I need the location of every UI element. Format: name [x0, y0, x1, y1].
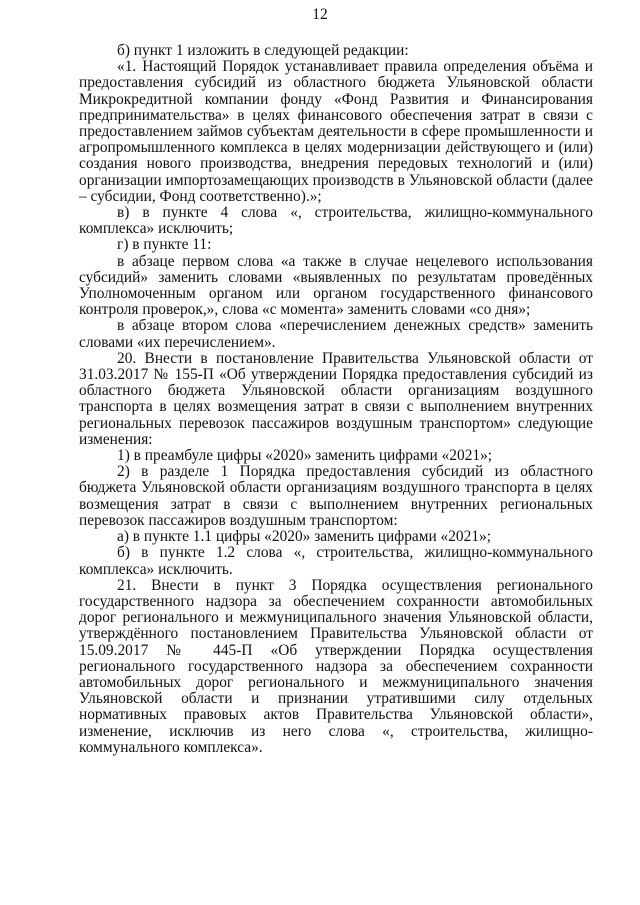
- paragraph: а) в пункте 1.1 цифры «2020» заменить цифрами «2021»;: [117, 528, 491, 546]
- paragraph: «1. Настоящий Порядок устанавливает правила определения объёма и предоставления субсидий из областного бюджета Ульяновской области Микрокредитной компании фонду «Фонд Развития и Финансирования предпринимательства» в целях финансового обеспечения затрат в связи с предоставлением займов субъектам деятельности в сфере промышленности и агропромышленного комплекса в целях модернизации действующего и (или) создания нового производства, внедрения передовых технологий и (или) организации импортозамещающих производств в Ульяновской области (далее – субсидии, Фонд соответственно).»;: [79, 58, 593, 205]
- paragraph: б) в пункте 1.2 слова «, строительства, жилищно-коммунального комплекса» исключить.: [79, 544, 593, 578]
- paragraph: г) в пункте 11:: [117, 236, 212, 254]
- paragraph: б) пункт 1 изложить в следующей редакции:: [117, 42, 409, 59]
- paragraph: в абзаце втором слова «перечислением денежных средств» заменить словами «их перечислением».: [79, 317, 593, 351]
- paragraph: 21. Внести в пункт 3 Порядка осуществления регионального государственного надзора за обеспечением сохранности автомобильных дорог регионального и межмуниципального значения Ульяновской области, утверждённого постановлением Правительства Ульяновской области от 15.09.2017 № 445-П «Об утверждении Порядка осуществления регионального государственного надзора за обеспечением сохранности автомобильных дорог регионального и межмуниципального значения Ульяновской области и признании утратившими силу отдельных нормативных правовых актов Правительства Ульяновской области», изменение, исключив из него слова «, строительства, жилищно-коммунального комплекса».: [79, 576, 593, 756]
- document-body: [79, 43, 593, 756]
- paragraph: 20. Внести в постановление Правительства Ульяновской области от 31.03.2017 № 155-П «Об утверждении Порядка предоставления субсидий из областного бюджета Ульяновской области организациям воздушного транспорта в целях возмещения затрат в связи с выполнением внутренних региональных перевозок пассажиров воздушным транспортом» следующие изменения:: [79, 349, 593, 448]
- page-number: 12: [312, 6, 328, 23]
- paragraph: 2) в разделе 1 Порядка предоставления субсидий из областного бюджета Ульяновской области организациям воздушного транспорта в целях возмещения затрат в связи с выполнением внутренних региональных перевозок пассажиров воздушным транспортом:: [79, 463, 593, 529]
- paragraph: 1) в преамбуле цифры «2020» заменить цифрами «2021»;: [117, 447, 493, 465]
- paragraph: в) в пункте 4 слова «, строительства, жилищно-коммунального комплекса» исключить;: [79, 204, 593, 238]
- paragraph: в абзаце первом слова «а также в случае нецелевого использования субсидий» заменить словами «выявленных по результатам проведённых Уполномоченным органом или органом государственного финансового контроля проверок,», слова «с момента» заменить словами «со дня»;: [79, 252, 593, 319]
